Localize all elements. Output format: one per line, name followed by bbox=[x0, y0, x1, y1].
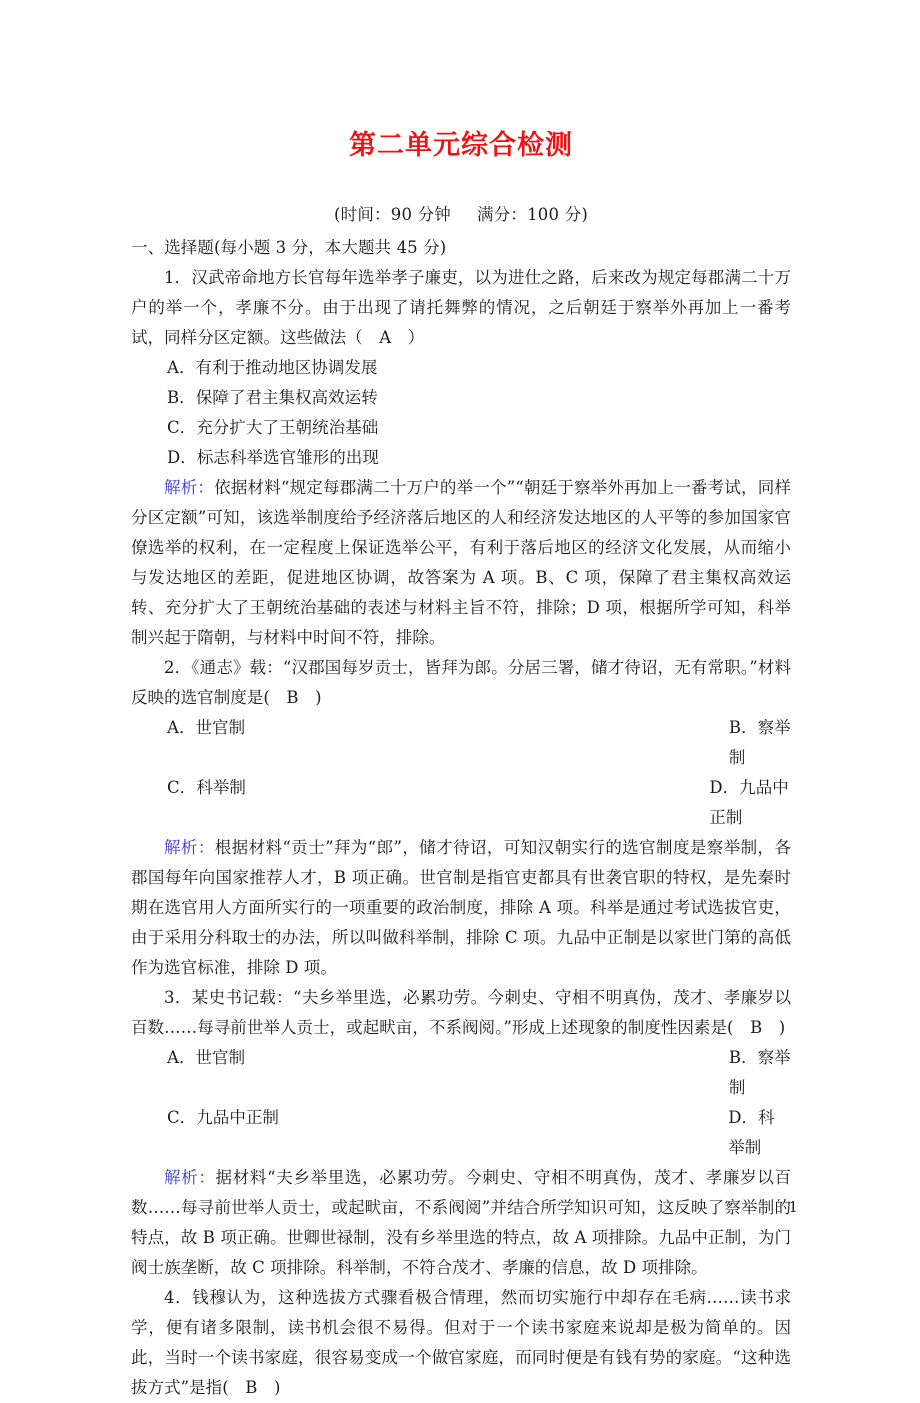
explanation-label: 解析： bbox=[164, 838, 215, 857]
section-heading: 一、选择题(每小题 3 分，本大题共 45 分) bbox=[131, 238, 447, 257]
question-block bbox=[131, 653, 791, 983]
explanation-text: 据材料“夫乡举里选，必累功劳。今刺史、守相不明真伪，茂才、孝廉岁以百数……每寻前世举人贡士，或起畎亩，不系阀阅”并结合所学知识可知，这反映了察举制的特点，故 B 项正确。世卿世禄制，没有乡举里选的特点，故 A 项排除。九品中正制，为门阀士族垄断，故 C 项排除。科举制，不符合茂才、孝廉的信息，故 D 项排除。 bbox=[131, 1168, 791, 1277]
explanation-label: 解析： bbox=[164, 478, 215, 497]
option-row bbox=[131, 773, 791, 833]
document-content bbox=[131, 0, 791, 1403]
explanation bbox=[131, 473, 791, 653]
option-c[interactable]: C．九品中正制 bbox=[167, 1108, 279, 1127]
option-list bbox=[131, 353, 791, 473]
option-d[interactable]: D．九品中正制 bbox=[709, 778, 789, 827]
option-a[interactable]: A．世官制 bbox=[167, 718, 246, 737]
question-stem: 1．汉武帝命地方长官每年选举孝子廉吏，以为进仕之路，后来改为规定每郡满二十万户的举一个，孝廉不分。由于出现了请托舞弊的情况，之后朝廷于察举外再加上一番考试，同样分区定额。这些做法（ A ） bbox=[131, 268, 791, 347]
option-a[interactable]: A．世官制 bbox=[167, 1048, 246, 1067]
explanation-label: 解析： bbox=[164, 1168, 216, 1187]
option-b[interactable]: B．保障了君主集权高效运转 bbox=[167, 388, 378, 407]
exam-time: (时间：90 分钟 bbox=[334, 205, 451, 224]
page-number: 1 bbox=[788, 1198, 798, 1216]
option-c[interactable]: C．充分扩大了王朝统治基础 bbox=[167, 418, 379, 437]
explanation bbox=[131, 833, 791, 983]
option-d[interactable]: D．标志科举选官雏形的出现 bbox=[167, 448, 379, 467]
option-row bbox=[131, 1043, 791, 1103]
question-block bbox=[131, 1283, 791, 1403]
question-block bbox=[131, 983, 791, 1283]
explanation bbox=[131, 1163, 791, 1283]
option-list bbox=[131, 1043, 791, 1163]
option-d[interactable]: D．科举制 bbox=[728, 1108, 775, 1157]
option-a[interactable]: A．有利于推动地区协调发展 bbox=[167, 358, 378, 377]
page-title: 第二单元综合检测 bbox=[349, 130, 573, 161]
option-list bbox=[131, 713, 791, 833]
question-stem: 4．钱穆认为，这种选拔方式骤看极合情理，然而切实施行中却存在毛病……读书求学，便有诸多限制，读书机会很不易得。但对于一个读书家庭来说却是极为简单的。因此，当时一个读书家庭，很容易变成一个做官家庭，而同时便是有钱有势的家庭。“这种选拔方式”是指( B ) bbox=[131, 1288, 791, 1397]
exam-score: 满分：100 分) bbox=[477, 205, 588, 224]
option-c[interactable]: C．科举制 bbox=[167, 778, 246, 797]
question-block bbox=[131, 263, 791, 653]
option-b[interactable]: B．察举制 bbox=[728, 1048, 791, 1097]
option-b[interactable]: B．察举制 bbox=[728, 718, 791, 767]
question-stem: 2．《通志》载：“汉郡国每岁贡士，皆拜为郎。分居三署，储才待诏，无有常职。”材料反映的选官制度是( B ) bbox=[131, 658, 791, 707]
explanation-text: 根据材料“贡士”拜为“郎”，储才待诏，可知汉朝实行的选官制度是察举制，各郡国每年向国家推荐人才，B 项正确。世官制是指官吏都具有世袭官职的特权，是先秦时期在选官用人方面所实行的一项重要的政治制度，排除 A 项。科举是通过考试选拔官吏，由于采用分科取士的办法，所以叫做科举制，排除 C 项。九品中正制是以家世门第的高低作为选官标准，排除 D 项。 bbox=[131, 838, 791, 977]
explanation-text: 依据材料“规定每郡满二十万户的举一个”“朝廷于察举外再加上一番考试，同样分区定额”可知，该选举制度给予经济落后地区的人和经济发达地区的人平等的参加国家官僚选举的权利，在一定程度上保证选举公平，有利于落后地区的经济文化发展，从而缩小与发达地区的差距，促进地区协调，故答案为 A 项。B、C 项，保障了君主集权高效运转、充分扩大了王朝统治基础的表述与材料主旨不符，排除；D 项，根据所学可知，科举制兴起于隋朝，与材料中时间不符，排除。 bbox=[131, 478, 791, 647]
question-stem: 3．某史书记载：“夫乡举里选，必累功劳。今刺史、守相不明真伪，茂才、孝廉岁以百数……每寻前世举人贡士，或起畎亩，不系阀阅。”形成上述现象的制度性因素是( B ) bbox=[131, 988, 791, 1037]
option-row bbox=[131, 1103, 791, 1163]
exam-meta bbox=[131, 163, 791, 226]
option-row bbox=[131, 713, 791, 773]
